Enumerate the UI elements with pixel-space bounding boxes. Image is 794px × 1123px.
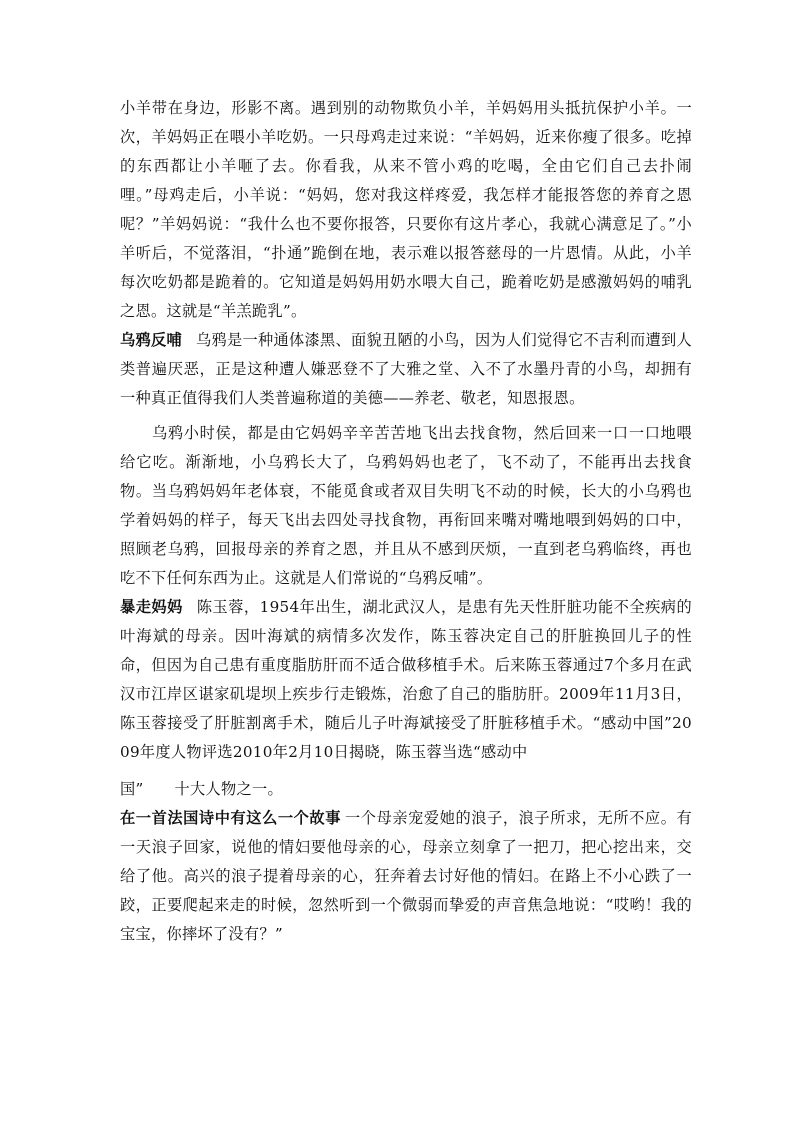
- heading-crow: 乌鸦反哺: [120, 331, 182, 349]
- paragraph-mom: [120, 593, 692, 767]
- document-body: [120, 94, 692, 949]
- heading-mom: 暴走妈妈: [120, 598, 183, 616]
- heading-poem: 在一首法国诗中有这么一个故事: [120, 809, 341, 827]
- poem-body-text: 一个母亲宠爱她的浪子，浪子所求，无所不应。有一天浪子回家，说他的情妇要他母亲的心，母亲立刻拿了一把刀，把心挖出来，交给了他。高兴的浪子提着母亲的心，狂奔着去讨好他的情妇。在路上不小心跌了一跤，正要爬起来走的时候，忽然听到一个微弱而挚爱的声音焦急地说：“哎哟！我的宝宝，你摔坏了没有？”: [120, 809, 692, 943]
- paragraph-lamb-continued: 小羊带在身边，形影不离。遇到别的动物欺负小羊，羊妈妈用头抵抗保护小羊。一次，羊妈妈正在喂小羊吃奶。一只母鸡走过来说：“羊妈妈，近来你瘦了很多。吃掉的东西都让小羊咂了去。你看我，从来不管小鸡的吃喝，全由它们自己去扑闹哩。”母鸡走后，小羊说：“妈妈，您对我这样疼爱，我怎样才能报答您的养育之恩呢？”羊妈妈说：“我什么也不要你报答，只要你有这片孝心，我就心满意足了。”小羊听后，不觉落泪，“扑通”跪倒在地，表示难以报答慈母的一片恩情。从此，小羊每次吃奶都是跪着的。它知道是妈妈用奶水喂大自己，跪着吃奶是感激妈妈的哺乳之恩。这就是“羊羔跪乳”。: [120, 99, 692, 320]
- paragraph-crow-intro: [120, 326, 692, 413]
- paragraph-mom-tail: 国” 十大人物之一。: [120, 780, 283, 798]
- paragraph-poem: [120, 804, 692, 949]
- mom-body-text: 陈玉蓉，1954年出生，湖北武汉人，是患有先天性肝脏功能不全疾病的叶海斌的母亲。因叶海斌的病情多次发作，陈玉蓉决定自己的肝脏换回儿子的性命，但因为自己患有重度脂肪肝而不适合做移植手术。后来陈玉蓉通过7个多月在武汉市江岸区谌家矶堤坝上疾步行走锻炼，治愈了自己的脂肪肝。2009年11月3日，陈玉蓉接受了肝脏割离手术，随后儿子叶海斌接受了肝脏移植手术。“感动中国”2009年度人物评选2010年2月10日揭晓，陈玉蓉当选“感动中: [120, 598, 692, 761]
- paragraph-crow-story: 乌鸦小时侯，都是由它妈妈辛辛苦苦地飞出去找食物，然后回来一口一口地喂给它吃。渐渐地，小乌鸦长大了，乌鸦妈妈也老了，飞不动了，不能再出去找食物。当乌鸦妈妈年老体衰，不能觅食或者双目失明飞不动的时候，长大的小乌鸦也学着妈妈的样子，每天飞出去四处寻找食物，再衔回来嘴对嘴地喂到妈妈的口中，照顾老乌鸦，回报母亲的养育之恩，并且从不感到厌烦，一直到老乌鸦临终，再也吃不下任何东西为止。这就是人们常说的“乌鸦反哺”。: [120, 424, 692, 587]
- crow-intro-text: 乌鸦是一种通体漆黑、面貌丑陋的小鸟，因为人们觉得它不吉利而遭到人类普遍厌恶，正是这种遭人嫌恶登不了大雅之堂、入不了水墨丹青的小鸟，却拥有一种真正值得我们人类普遍称道的美德——养老、敬老，知恩报恩。: [120, 331, 692, 407]
